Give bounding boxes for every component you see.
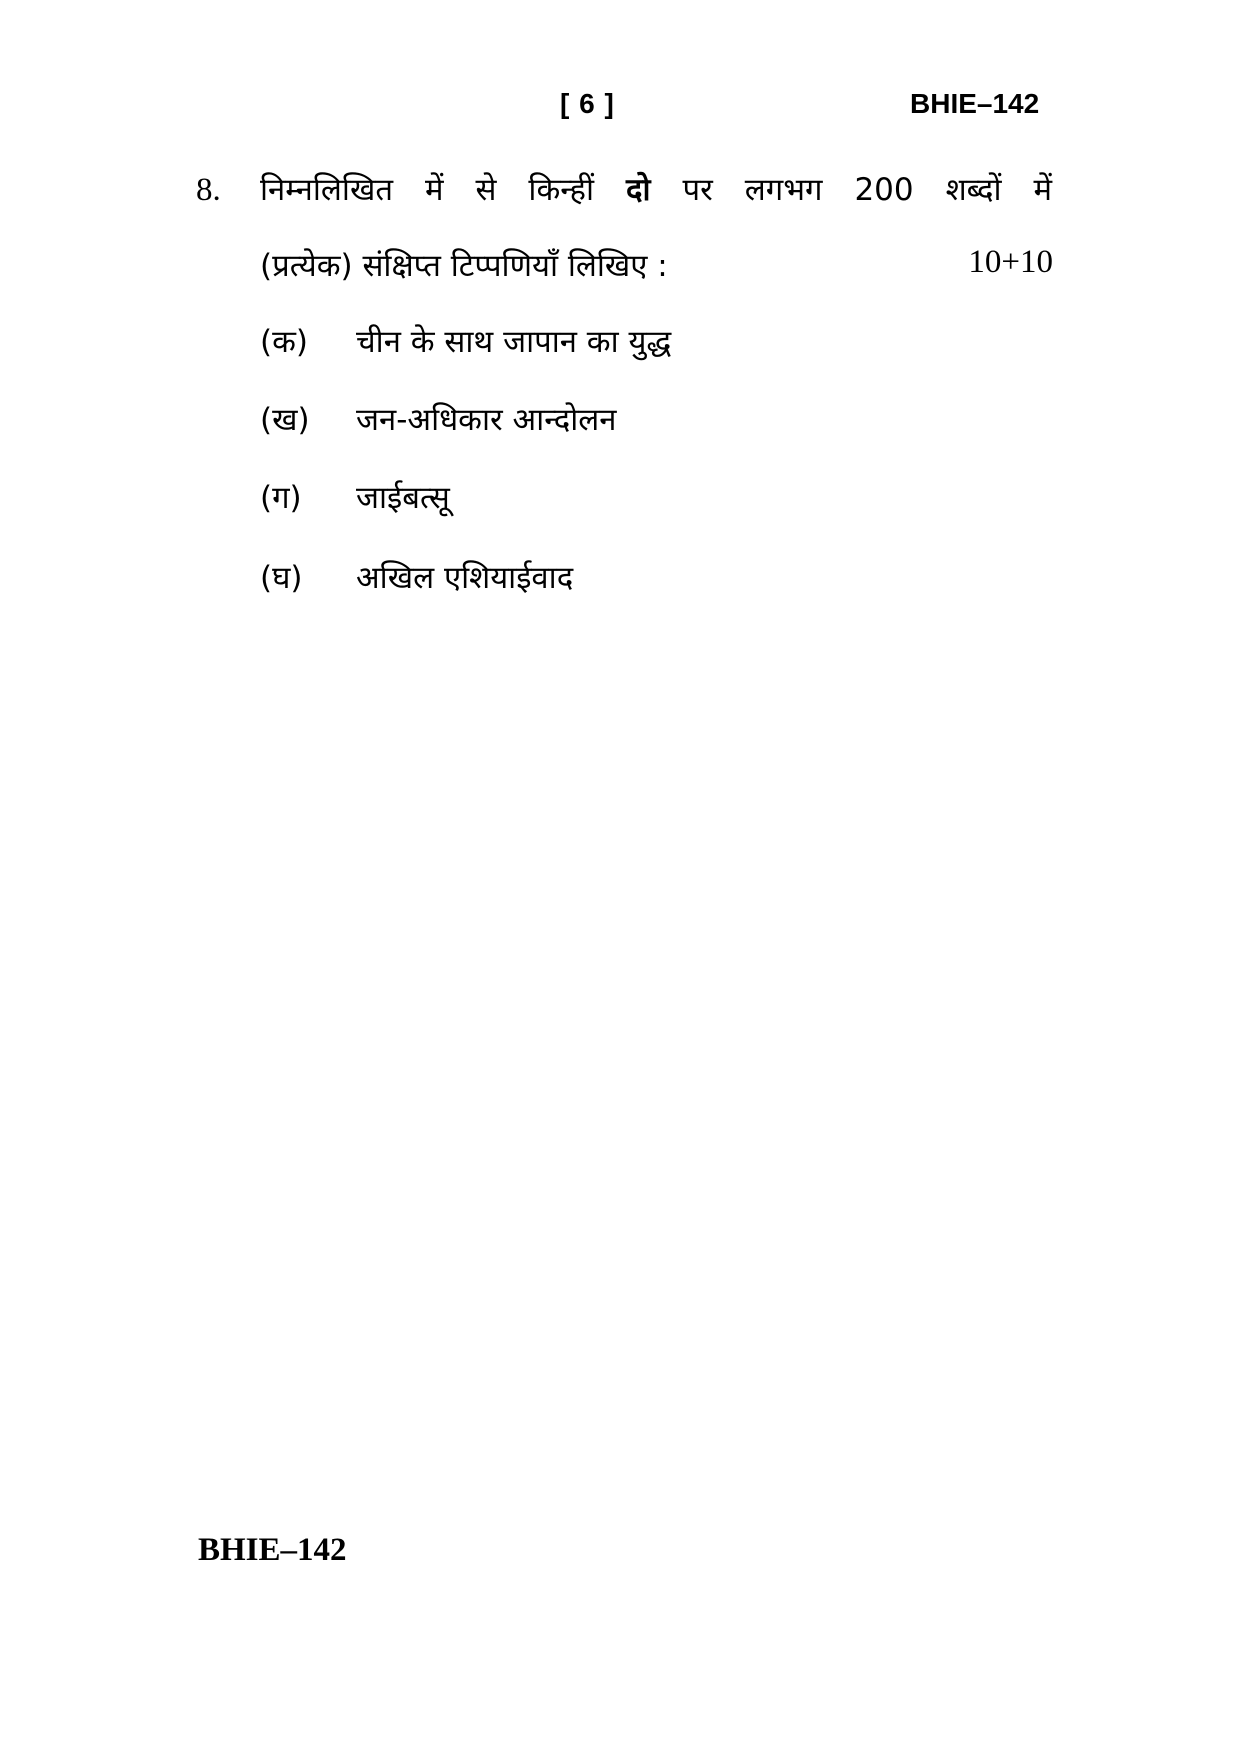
- option-label: (क): [260, 324, 308, 360]
- page-number: [ 6 ]: [560, 88, 615, 119]
- course-code-footer: BHIE–142: [198, 1532, 347, 1568]
- question-text-part: पर लगभग 200 शब्दों में: [650, 172, 1052, 208]
- option-item: [260, 320, 671, 362]
- question-emphasis: दो: [626, 172, 651, 208]
- option-label: (ग): [260, 480, 302, 516]
- question-marks: 10+10: [968, 244, 1053, 280]
- question-text-line-1: [260, 168, 1052, 210]
- question-text-line-2: (प्रत्येक) संक्षिप्त टिप्पणियाँ लिखिए :: [260, 248, 668, 284]
- option-text: चीन के साथ जापान का युद्ध: [356, 324, 672, 360]
- option-text: अखिल एशियाईवाद: [356, 560, 574, 596]
- option-text: जन-अधिकार आन्दोलन: [356, 402, 617, 438]
- option-item: [260, 556, 573, 598]
- option-text: जाईबत्सू: [356, 480, 450, 516]
- course-code-header: BHIE–142: [910, 88, 1040, 119]
- option-label: (घ): [260, 560, 303, 596]
- question-number: 8.: [196, 172, 221, 208]
- option-item: [260, 476, 450, 518]
- question-text-part: निम्नलिखित में से किन्हीं: [260, 172, 626, 208]
- option-item: [260, 398, 617, 440]
- option-label: (ख): [260, 402, 310, 438]
